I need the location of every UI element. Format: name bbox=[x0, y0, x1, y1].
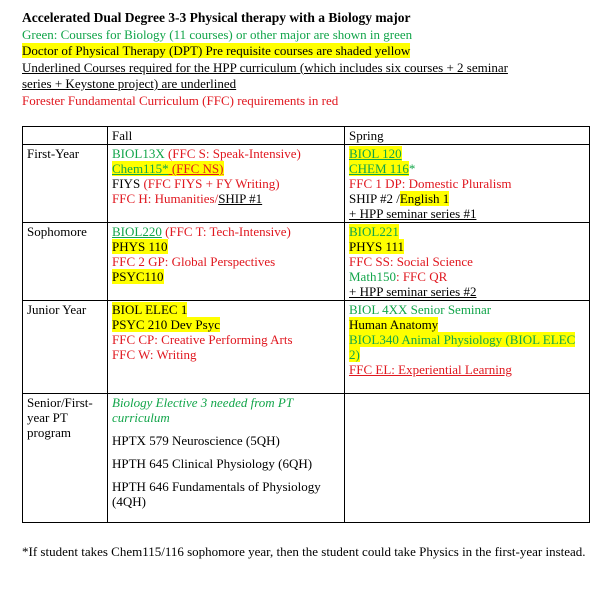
document-title: Accelerated Dual Degree 3-3 Physical therapy with a Biology major bbox=[22, 10, 411, 25]
course-code: PSYC110 bbox=[112, 269, 164, 284]
first-year-spring-cell bbox=[345, 145, 590, 223]
ffc-tag: FFC H: Humanities/ bbox=[112, 191, 219, 206]
senior-fall-cell bbox=[108, 394, 345, 523]
column-header-spring: Spring bbox=[345, 127, 590, 145]
ffc-tag: (FFC T: Tech-Intensive) bbox=[161, 224, 291, 239]
course-line: FFC W: Writing bbox=[112, 347, 197, 362]
course-line bbox=[112, 161, 340, 176]
row-label-junior: Junior Year bbox=[23, 301, 108, 394]
legend-underline-2: series + Keystone project) are underlined bbox=[22, 76, 237, 91]
course-line: HPTH 645 Clinical Physiology (6QH) bbox=[112, 456, 313, 471]
course-line: + HPP seminar series #2 bbox=[349, 284, 477, 299]
course-line bbox=[112, 146, 340, 161]
course-code: Human Anatomy bbox=[349, 317, 439, 332]
course-line: FFC 2 GP: Global Perspectives bbox=[112, 254, 276, 269]
course-line bbox=[112, 191, 340, 206]
course-line: Biology Elective 3 needed from PT curriculum bbox=[112, 395, 293, 425]
course-line bbox=[349, 224, 585, 239]
course-code: BIOL220 bbox=[112, 224, 162, 239]
course-code: Chem115* bbox=[112, 161, 169, 176]
row-label-text: Senior/First-year PT program bbox=[27, 395, 93, 440]
row-label-sophomore: Sophomore bbox=[23, 223, 108, 301]
course-line: FFC EL: Experiential Learning bbox=[349, 362, 512, 377]
senior-spring-cell bbox=[345, 394, 590, 523]
table-row bbox=[23, 223, 590, 301]
legend-yellow-text: Doctor of Physical Therapy (DPT) Pre requisite courses are shaded yellow bbox=[22, 43, 411, 58]
course-line bbox=[349, 332, 585, 362]
course-line: HPTH 646 Fundamentals of Physiology (4QH) bbox=[112, 479, 321, 509]
course-line bbox=[112, 176, 340, 191]
ffc-tag: (FFC NS) bbox=[168, 161, 224, 176]
course-line: FFC CP: Creative Performing Arts bbox=[112, 332, 293, 347]
course-code: BIOL13X bbox=[112, 146, 165, 161]
course-line bbox=[112, 269, 340, 284]
legend-green: Green: Courses for Biology (11 courses) or other major are shown in green bbox=[22, 26, 413, 42]
corner-cell bbox=[23, 127, 108, 145]
course-line bbox=[349, 161, 585, 176]
spacer bbox=[112, 425, 340, 433]
course-line bbox=[112, 224, 340, 239]
course-code: CHEM 116 bbox=[349, 161, 409, 176]
course-code: SHIP #1 bbox=[218, 191, 263, 206]
course-line bbox=[349, 191, 585, 206]
table-header-row bbox=[23, 127, 590, 145]
ffc-tag: (FFC S: Speak-Intensive) bbox=[164, 146, 301, 161]
course-line bbox=[112, 302, 340, 317]
spacer bbox=[112, 448, 340, 456]
course-line bbox=[349, 269, 585, 284]
course-code: BIOL 120 bbox=[349, 146, 402, 161]
footnote-marker: * bbox=[408, 161, 416, 176]
course-line: BIOL 4XX Senior Seminar bbox=[349, 302, 492, 317]
course-code: PHYS 111 bbox=[349, 239, 405, 254]
course-line bbox=[349, 317, 585, 332]
course-line: + HPP seminar series #1 bbox=[349, 206, 477, 221]
table-row bbox=[23, 301, 590, 394]
course-code: SHIP #2 / bbox=[349, 191, 400, 206]
legend-header bbox=[22, 10, 582, 109]
course-code: PHYS 110 bbox=[112, 239, 168, 254]
row-label-first-year: First-Year bbox=[23, 145, 108, 223]
table-row bbox=[23, 394, 590, 523]
spacer bbox=[112, 471, 340, 479]
course-code: FIYS bbox=[112, 176, 141, 191]
sophomore-fall-cell bbox=[108, 223, 345, 301]
curriculum-table bbox=[22, 126, 590, 523]
course-line: HPTX 579 Neuroscience (5QH) bbox=[112, 433, 280, 448]
course-line bbox=[349, 146, 585, 161]
junior-fall-cell bbox=[108, 301, 345, 394]
first-year-fall-cell bbox=[108, 145, 345, 223]
course-line: FFC SS: Social Science bbox=[349, 254, 473, 269]
course-line: FFC 1 DP: Domestic Pluralism bbox=[349, 176, 512, 191]
sophomore-spring-cell bbox=[345, 223, 590, 301]
course-line bbox=[112, 317, 340, 332]
row-label-senior bbox=[23, 394, 108, 523]
legend-yellow bbox=[22, 43, 582, 60]
footnote: *If student takes Chem115/116 sophomore year, then the student could take Physics in the first-year instead. bbox=[22, 544, 586, 559]
legend-underline-1: Underlined Courses required for the HPP curriculum (which includes six courses + 2 seminar bbox=[22, 59, 508, 75]
legend-red: Forester Fundamental Curriculum (FFC) requirements in red bbox=[22, 92, 339, 108]
junior-spring-cell bbox=[345, 301, 590, 394]
table-row bbox=[23, 145, 590, 223]
course-line bbox=[349, 239, 585, 254]
course-code: BIOL340 Animal Physiology (BIOL ELEC 2) bbox=[349, 332, 576, 362]
ffc-tag: (FFC FIYS + FY Writing) bbox=[140, 176, 280, 191]
course-code: Math150 bbox=[349, 269, 396, 284]
column-header-fall: Fall bbox=[108, 127, 345, 145]
course-code: English 1 bbox=[399, 191, 450, 206]
course-code: BIOL221 bbox=[349, 224, 399, 239]
ffc-tag: : FFC QR bbox=[395, 269, 448, 284]
course-code: BIOL ELEC 1 bbox=[112, 302, 188, 317]
course-code: PSYC 210 Dev Psyc bbox=[112, 317, 220, 332]
course-line bbox=[112, 239, 340, 254]
